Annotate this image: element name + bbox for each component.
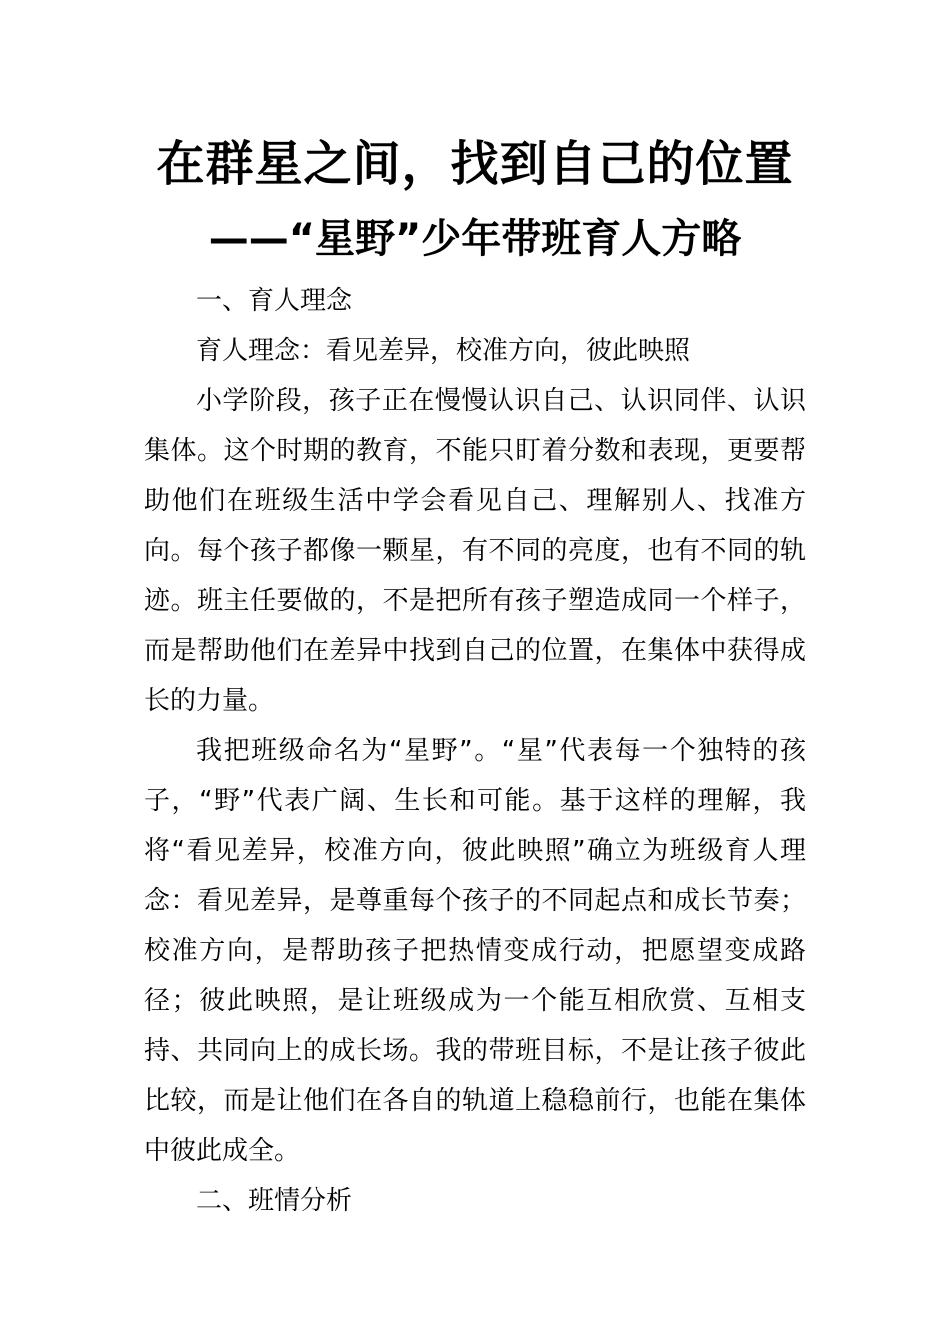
concept-line: 育人理念：看见差异，校准方向，彼此映照 [196, 336, 691, 366]
document-title: 在群星之间，找到自己的位置 [156, 136, 794, 192]
paragraph-1: 小学阶段，孩子正在慢慢认识自己、认识同伴、认识集体。这个时期的教育，不能只盯着分数和表现，更要帮助他们在班级生活中学会看见自己、理解别人、找准方向。每个孩子都像一颗星，有不同的亮度，也有不同的轨迹。班主任要做的，不是把所有孩子塑造成同一个样子，而是帮助他们在差异中找到自己的位置，在集体中获得成长的力量。 [144, 386, 806, 716]
document-subtitle: ——“星野”少年带班育人方略 [208, 216, 742, 262]
document-body [144, 276, 806, 1226]
section-heading-1: 一、育人理念 [196, 286, 353, 316]
section-heading-2: 二、班情分析 [196, 1186, 353, 1216]
paragraph-2: 我把班级命名为“星野”。“星”代表每一个独特的孩子，“野”代表广阔、生长和可能。基于这样的理解，我将“看见差异，校准方向，彼此映照”确立为班级育人理念：看见差异，是尊重每个孩子的不同起点和成长节奏；校准方向，是帮助孩子把热情变成行动，把愿望变成路径；彼此映照，是让班级成为一个能互相欣赏、互相支持、共同向上的成长场。我的带班目标，不是让孩子彼此比较，而是让他们在各自的轨道上稳稳前行，也能在集体中彼此成全。 [144, 736, 806, 1166]
